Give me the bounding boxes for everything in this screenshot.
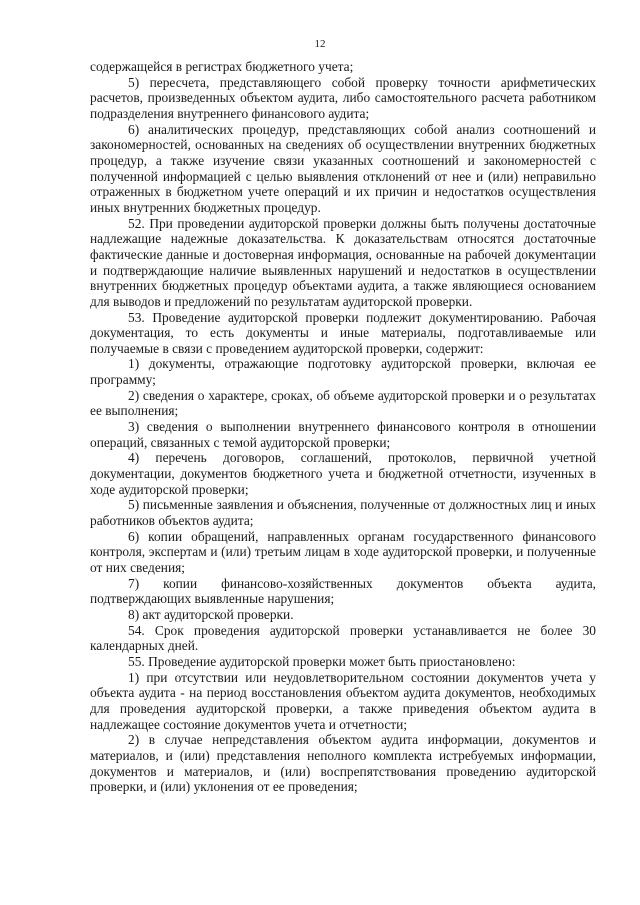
paragraph: 6) копии обращений, направленных органам государственного финансового контроля, экспертам и (или) третьим лицам в ходе аудиторской проверки, и полученные от них сведения; <box>90 528 596 575</box>
paragraph: 2) в случае непредставления объектом аудита информации, документов и материалов, и (или) представления неполного комплекта истребуемых информации, документов и материалов, и (или) воспрепятствования проведению аудиторской проверки, и (или) уклонения от ее проведения; <box>90 732 596 795</box>
paragraph: 54. Срок проведения аудиторской проверки устанавливается не более 30 календарных дней. <box>90 622 596 654</box>
paragraph: 1) при отсутствии или неудовлетворительном состоянии документов учета у объекта аудита - на период восстановления объектом аудита документов, необходимых для проведения аудиторской проверки, а также приведения объектом аудита в надлежащее состояние документов учета и отчетности; <box>90 669 596 732</box>
paragraph: 1) документы, отражающие подготовку аудиторской проверки, включая ее программу; <box>90 356 596 388</box>
paragraph: содержащейся в регистрах бюджетного учета; <box>90 59 354 74</box>
paragraph: 6) аналитических процедур, представляющих собой анализ соотношений и закономерностей, основанных на сведениях об осуществлении внутренних бюджетных процедур, а также изучение связи указанных соотношений и закономерностей с полученной информацией с целью выявления отклонений от нее и (или) неправильно отраженных в бюджетном учете операций и их причин и недостатков осуществления иных внутренних бюджетных процедур. <box>90 121 596 215</box>
paragraph: 5) пересчета, представляющего собой проверку точности арифметических расчетов, произведенных объектом аудита, либо самостоятельного расчета работником подразделения внутреннего финансового аудита; <box>90 74 596 121</box>
document-body <box>90 59 596 795</box>
page-number: 12 <box>314 38 326 50</box>
paragraph: 3) сведения о выполнении внутреннего финансового контроля в отношении операций, связанных с темой аудиторской проверки; <box>90 419 596 450</box>
paragraph: 8) акт аудиторской проверки. <box>128 606 294 622</box>
paragraph: 4) перечень договоров, соглашений, протоколов, первичной учетной документации, документов бюджетного учета и бюджетной отчетности, изученных в ходе аудиторской проверки; <box>90 450 596 497</box>
paragraph: 5) письменные заявления и объяснения, полученные от должностных лиц и иных работников объектов аудита; <box>90 497 596 529</box>
paragraph: 55. Проведение аудиторской проверки может быть приостановлено: <box>128 653 516 669</box>
paragraph: 53. Проведение аудиторской проверки подлежит документированию. Рабочая документация, то есть документы и иные материалы, подготавливаемые или получаемые в связи с проведением аудиторской проверки, содержит: <box>90 309 596 356</box>
paragraph: 2) сведения о характере, сроках, об объеме аудиторской проверки и о результатах ее выполнения; <box>90 387 596 419</box>
paragraph: 52. При проведении аудиторской проверки должны быть получены достаточные надлежащие надежные доказательства. К доказательствам относятся достаточные фактические данные и достоверная информация, основанные на рабочей документации и подтверждающие наличие выявленных нарушений и недостатков в осуществлении внутренних бюджетных процедур объектами аудита, а также являющиеся основанием для выводов и предложений по результатам аудиторской проверки. <box>90 215 596 309</box>
paragraph: 7) копии финансово-хозяйственных документов объекта аудита, подтверждающих выявленные нарушения; <box>90 575 596 607</box>
